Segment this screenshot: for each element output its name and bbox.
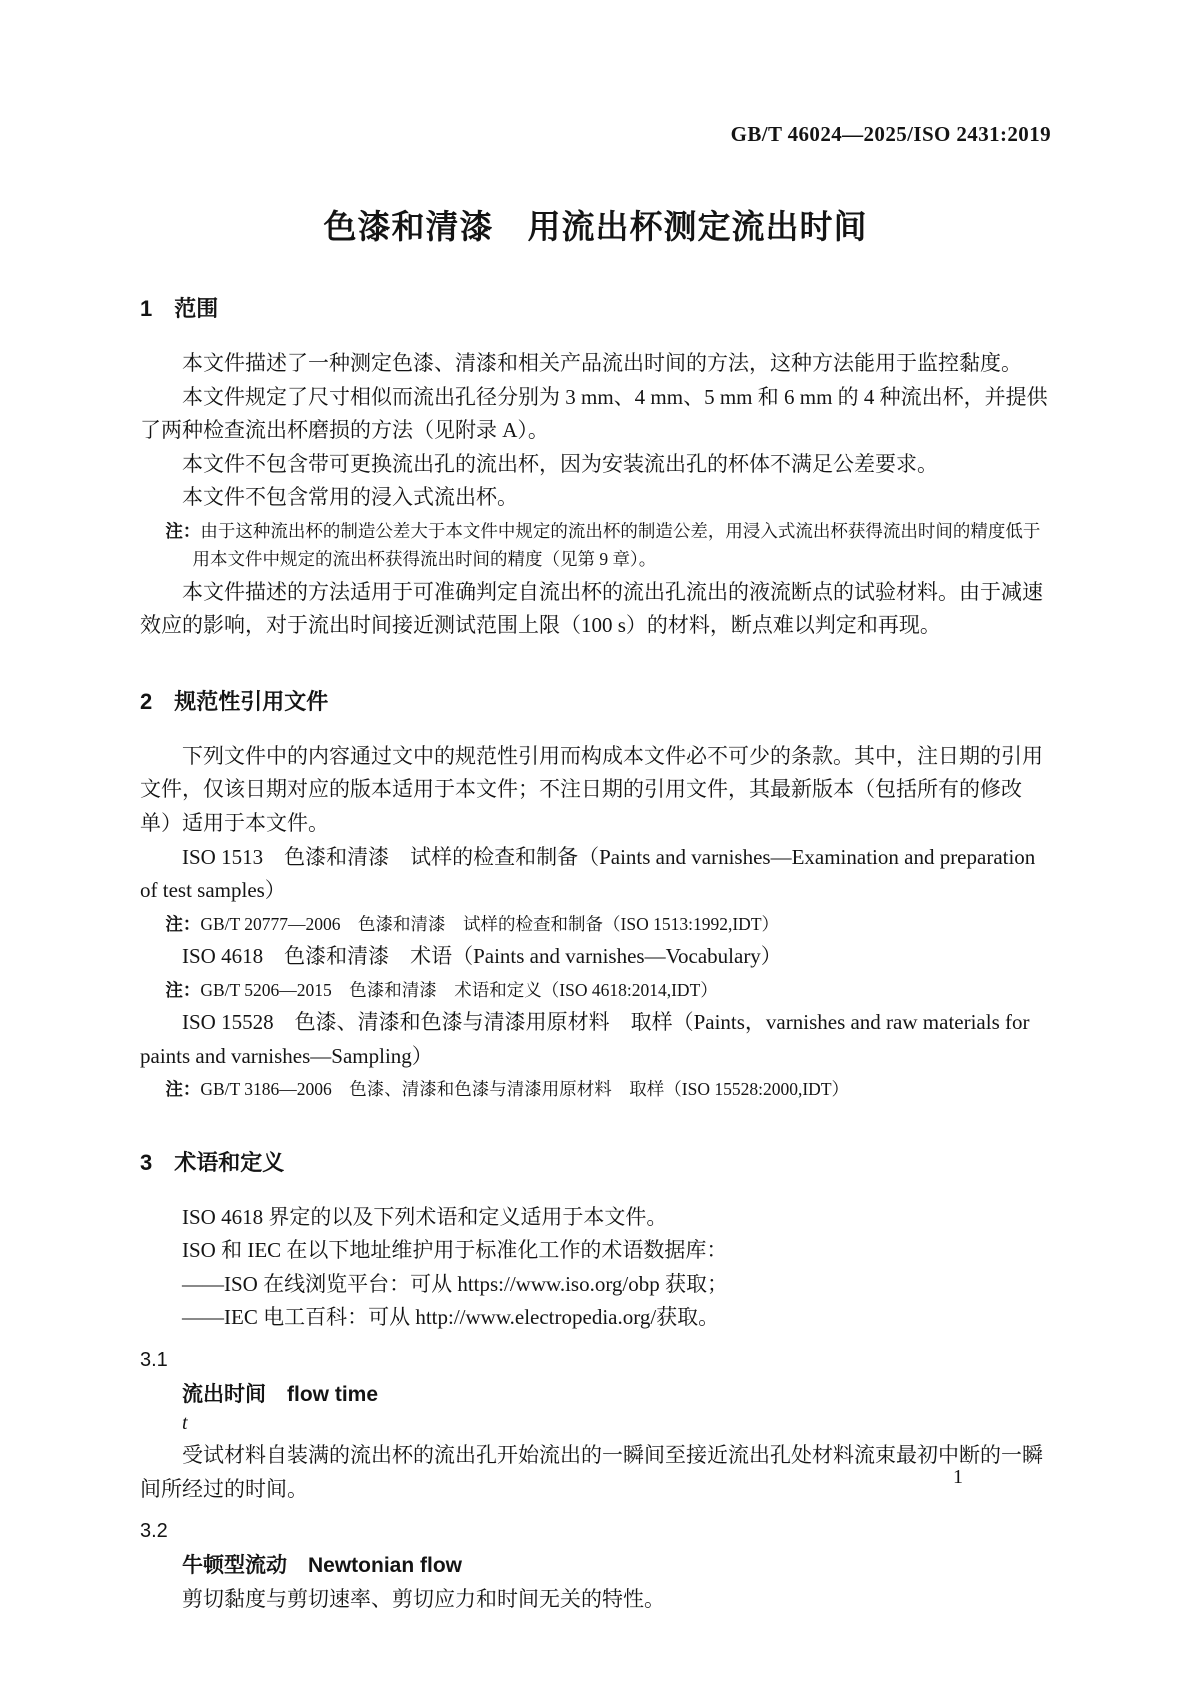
note bbox=[140, 1075, 1051, 1103]
document-body bbox=[140, 292, 1051, 1617]
section-heading: 3 术语和定义 bbox=[140, 1149, 285, 1175]
paragraph: 下列文件中的内容通过文中的规范性引用而构成本文件必不可少的条款。其中，注日期的引用文件，仅该日期对应的版本适用于本文件；不注日期的引用文件，其最新版本（包括所有的修改单）适用于本文件。 bbox=[140, 743, 1043, 836]
term-heading: 牛顿型流动 Newtonian flow bbox=[182, 1554, 462, 1578]
paragraph: 本文件描述了一种测定色漆、清漆和相关产品流出时间的方法，这种方法能用于监控黏度。 bbox=[182, 351, 1022, 375]
note bbox=[140, 517, 1051, 574]
clause-number: 3.2 bbox=[140, 1520, 168, 1543]
term-heading: 流出时间 flow time bbox=[182, 1383, 379, 1406]
clause-number: 3.1 bbox=[140, 1349, 168, 1371]
paragraph: 剪切黏度与剪切速率、剪切应力和时间无关的特性。 bbox=[182, 1587, 665, 1612]
paragraph: ISO 4618 界定的以及下列术语和定义适用于本文件。 bbox=[182, 1204, 668, 1229]
note bbox=[140, 910, 1051, 938]
note-text: GB/T 20777—2006 色漆和清漆 试样的检查和制备（ISO 1513:1992,IDT） bbox=[200, 913, 780, 934]
section-heading: 2 规范性引用文件 bbox=[140, 688, 329, 714]
paragraph: ISO 1513 色漆和清漆 试样的检查和制备（Paints and varnishes—Examination and preparation of test samples） bbox=[140, 844, 1036, 903]
note-text: GB/T 3186—2006 色漆、清漆和色漆与清漆用原材料 取样（ISO 15528:2000,IDT） bbox=[200, 1079, 850, 1100]
paragraph: ——IEC 电工百科：可从 http://www.electropedia.org/获取。 bbox=[182, 1305, 720, 1330]
paragraph: 本文件不包含常用的浸入式流出杯。 bbox=[182, 485, 518, 510]
standard-number: GB/T 46024—2025/ISO 2431:2019 bbox=[730, 122, 1051, 146]
note-prefix: 注： bbox=[165, 520, 201, 541]
note-text: GB/T 5206—2015 色漆和清漆 术语和定义（ISO 4618:2014,IDT） bbox=[200, 979, 718, 1000]
paragraph: 本文件不包含带可更换流出孔的流出杯，因为安装流出孔的杯体不满足公差要求。 bbox=[182, 451, 938, 476]
note-prefix: 注： bbox=[165, 979, 201, 1000]
paragraph: ISO 4618 色漆和清漆 术语（Paints and varnishes—Vocabulary） bbox=[182, 944, 782, 969]
paragraph: 受试材料自装满的流出杯的流出孔开始流出的一瞬间至接近流出孔处材料流束最初中断的一瞬间所经过的时间。 bbox=[140, 1443, 1043, 1501]
paragraph: 本文件描述的方法适用于可准确判定自流出杯的流出孔流出的液流断点的试验材料。由于减速效应的影响，对于流出时间接近测试范围上限（100 s）的材料，断点难以判定和再现。 bbox=[140, 579, 1043, 638]
note-prefix: 注： bbox=[165, 1079, 201, 1100]
paragraph: ——ISO 在线浏览平台：可从 https://www.iso.org/obp 获取； bbox=[182, 1271, 729, 1296]
note-text: 由于这种流出杯的制造公差大于本文件中规定的流出杯的制造公差，用浸入式流出杯获得流出时间的精度低于用本文件中规定的流出杯获得流出时间的精度（见第 9 章）。 bbox=[192, 520, 1041, 570]
paragraph: ISO 15528 色漆、清漆和色漆与清漆用原材料 取样（Paints，varnishes and raw materials for paints and varnishes—Sampling） bbox=[140, 1010, 1030, 1068]
paragraph: ISO 和 IEC 在以下地址维护用于标准化工作的术语数据库： bbox=[182, 1238, 728, 1263]
note-prefix: 注： bbox=[165, 913, 201, 934]
section-heading: 1 范围 bbox=[140, 296, 219, 321]
paragraph: 本文件规定了尺寸相似而流出孔径分别为 3 mm、4 mm、5 mm 和 6 mm 的 4 种流出杯，并提供了两种检查流出杯磨损的方法（见附录 A）。 bbox=[140, 384, 1048, 443]
page-number: 1 bbox=[953, 1466, 963, 1488]
note bbox=[140, 976, 1051, 1004]
term-symbol: t bbox=[182, 1412, 188, 1434]
document-title: 色漆和清漆 用流出杯测定流出时间 bbox=[323, 208, 868, 245]
